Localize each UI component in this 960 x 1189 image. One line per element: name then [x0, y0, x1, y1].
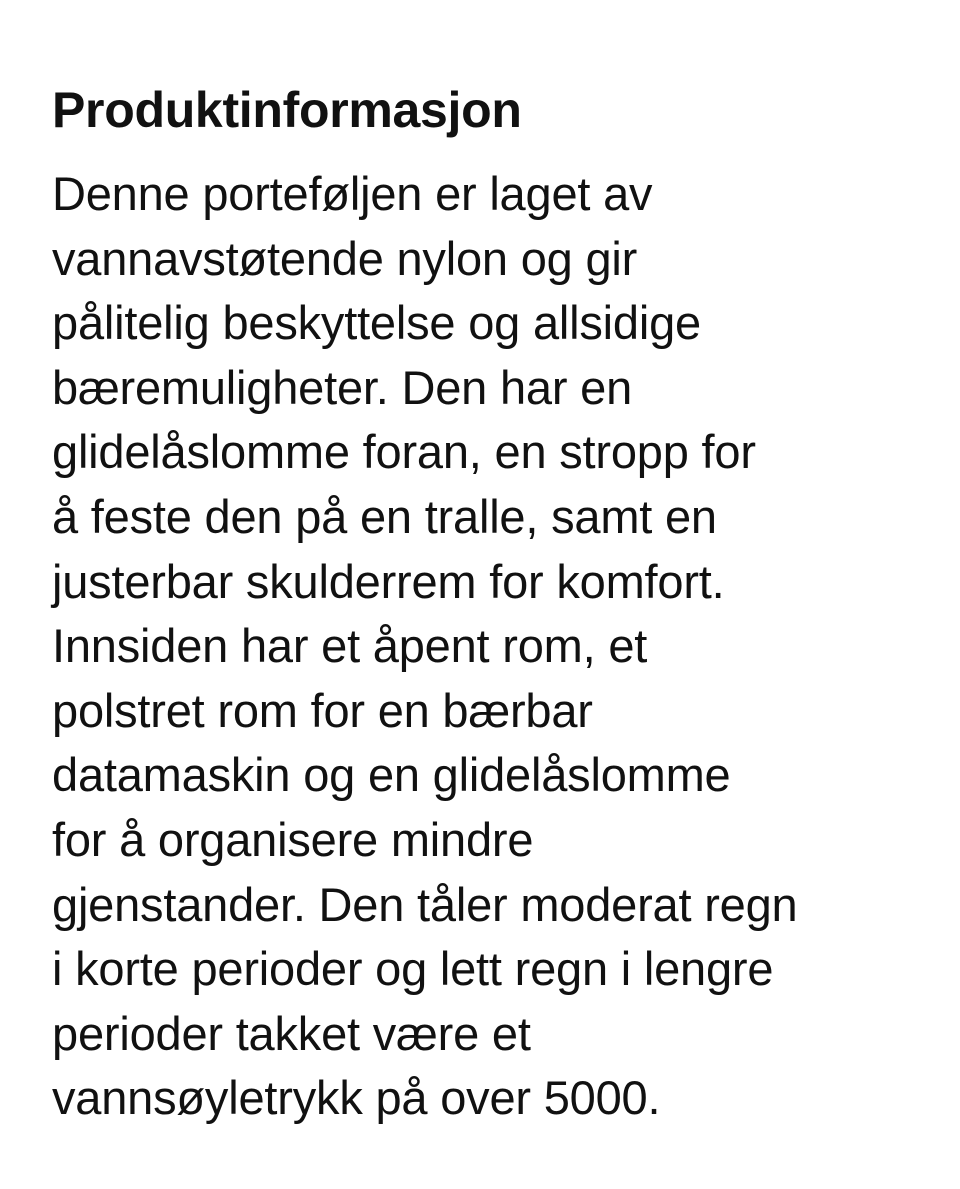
description-line: vannsøyletrykk på over 5000.: [52, 1071, 661, 1125]
description-line: glidelåslomme foran, en stropp for: [52, 425, 756, 479]
description-line: bæremuligheter. Den har en: [52, 360, 633, 414]
description-line: gjenstander. Den tåler moderat regn: [52, 877, 798, 931]
description-line: justerbar skulderrem for komfort.: [52, 554, 725, 608]
description-line: Innsiden har et åpent rom, et: [52, 619, 648, 673]
description-line: å feste den på en tralle, samt en: [52, 489, 717, 543]
description-line: vannavstøtende nylon og gir: [52, 231, 638, 285]
description-line: datamaskin og en glidelåslomme: [52, 748, 731, 802]
description-line: i korte perioder og lett regn i lengre: [52, 942, 774, 996]
product-description: [52, 162, 920, 1131]
description-line: pålitelig beskyttelse og allsidige: [52, 296, 701, 350]
description-line: perioder takket være et: [52, 1006, 531, 1060]
description-line: for å organisere mindre: [52, 812, 534, 866]
page-title: Produktinformasjon: [52, 82, 522, 138]
description-line: polstret rom for en bærbar: [52, 683, 593, 737]
description-line: Denne porteføljen er laget av: [52, 167, 653, 220]
